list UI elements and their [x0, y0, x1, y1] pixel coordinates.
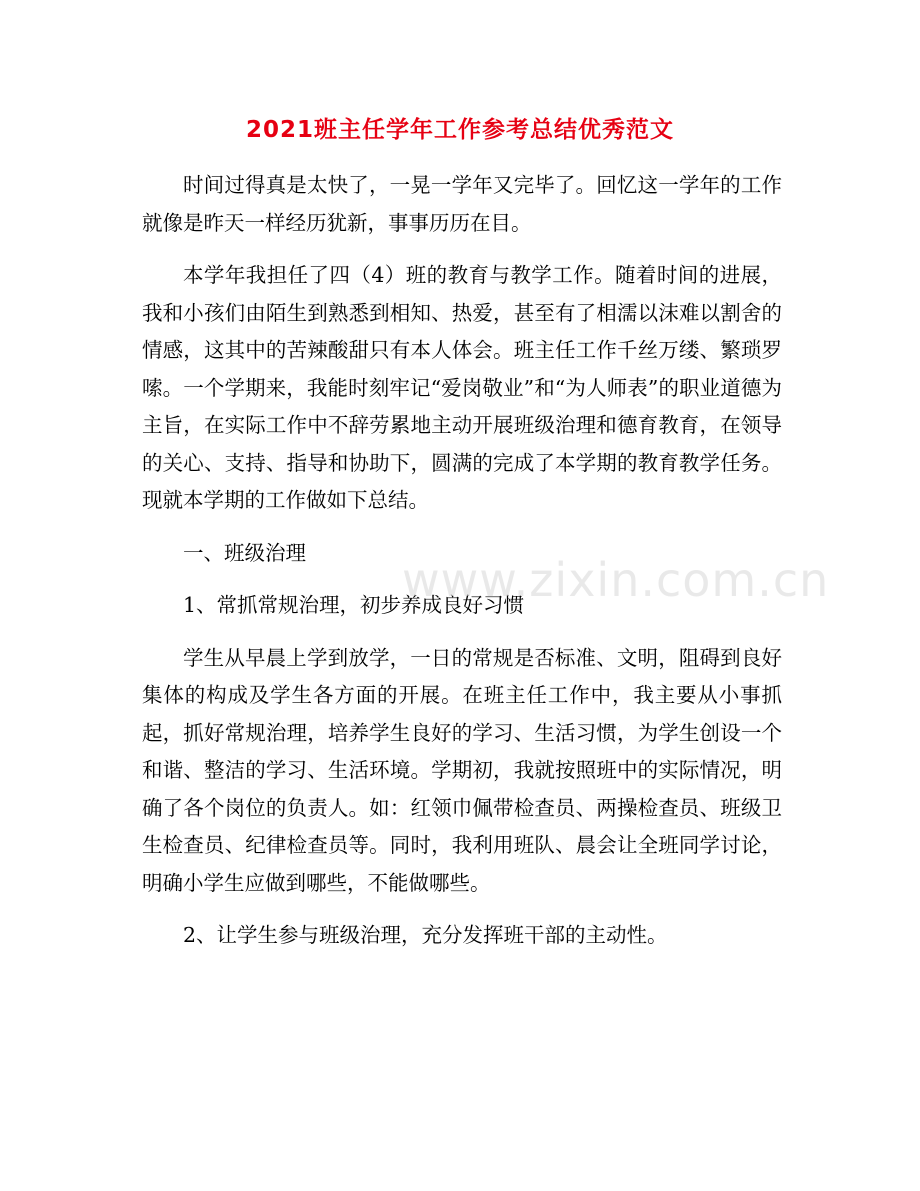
- watermark: www.zixin.com.cn: [402, 553, 830, 607]
- paragraph-routine: 学生从早晨上学到放学，一日的常规是否标准、文明，阻碍到良好集体的构成及学生各方面的开展。在班主任工作中，我主要从小事抓起，抓好常规治理，培养学生良好的学习、生活习惯，为学生创设一个和谐、整洁的学习、生活环境。学期初，我就按照班中的实际情况，明确了各个岗位的负责人。如：红领巾佩带检查员、两操检查员、班级卫生检查员、纪律检查员等。同时，我利用班队、晨会让全班同学讨论，明确小学生应做到哪些，不能做哪些。: [142, 645, 782, 895]
- section-heading-class-management: 一、班级治理: [183, 540, 306, 565]
- subsection-heading-participation: 2、让学生参与班级治理，充分发挥班干部的主动性。: [183, 923, 668, 947]
- paragraph-intro: 时间过得真是太快了，一晃一学年又完毕了。回忆这一学年的工作就像是昨天一样经历犹新，事事历历在目。: [142, 173, 782, 235]
- document-title: 2021班主任学年工作参考总结优秀范文: [245, 117, 674, 143]
- subsection-heading-routine: 1、常抓常规治理，初步养成良好习惯: [183, 593, 525, 617]
- document-body: [142, 167, 830, 970]
- paragraph-overview: 本学年我担任了四（4）班的教育与教学工作。随着时间的进展，我和小孩们由陌生到熟悉到相知、热爱，甚至有了相濡以沫难以割舍的情感，这其中的苦辣酸甜只有本人体会。班主任工作千丝万缕、繁琐罗嗦。一个学期来，我能时刻牢记“爱岗敬业”和“为人师表”的职业道德为主旨，在实际工作中不辞劳累地主动开展班级治理和德育教育，在领导的关心、支持、指导和协助下，圆满的完成了本学期的教育教学任务。现就本学期的工作做如下总结。: [142, 263, 782, 512]
